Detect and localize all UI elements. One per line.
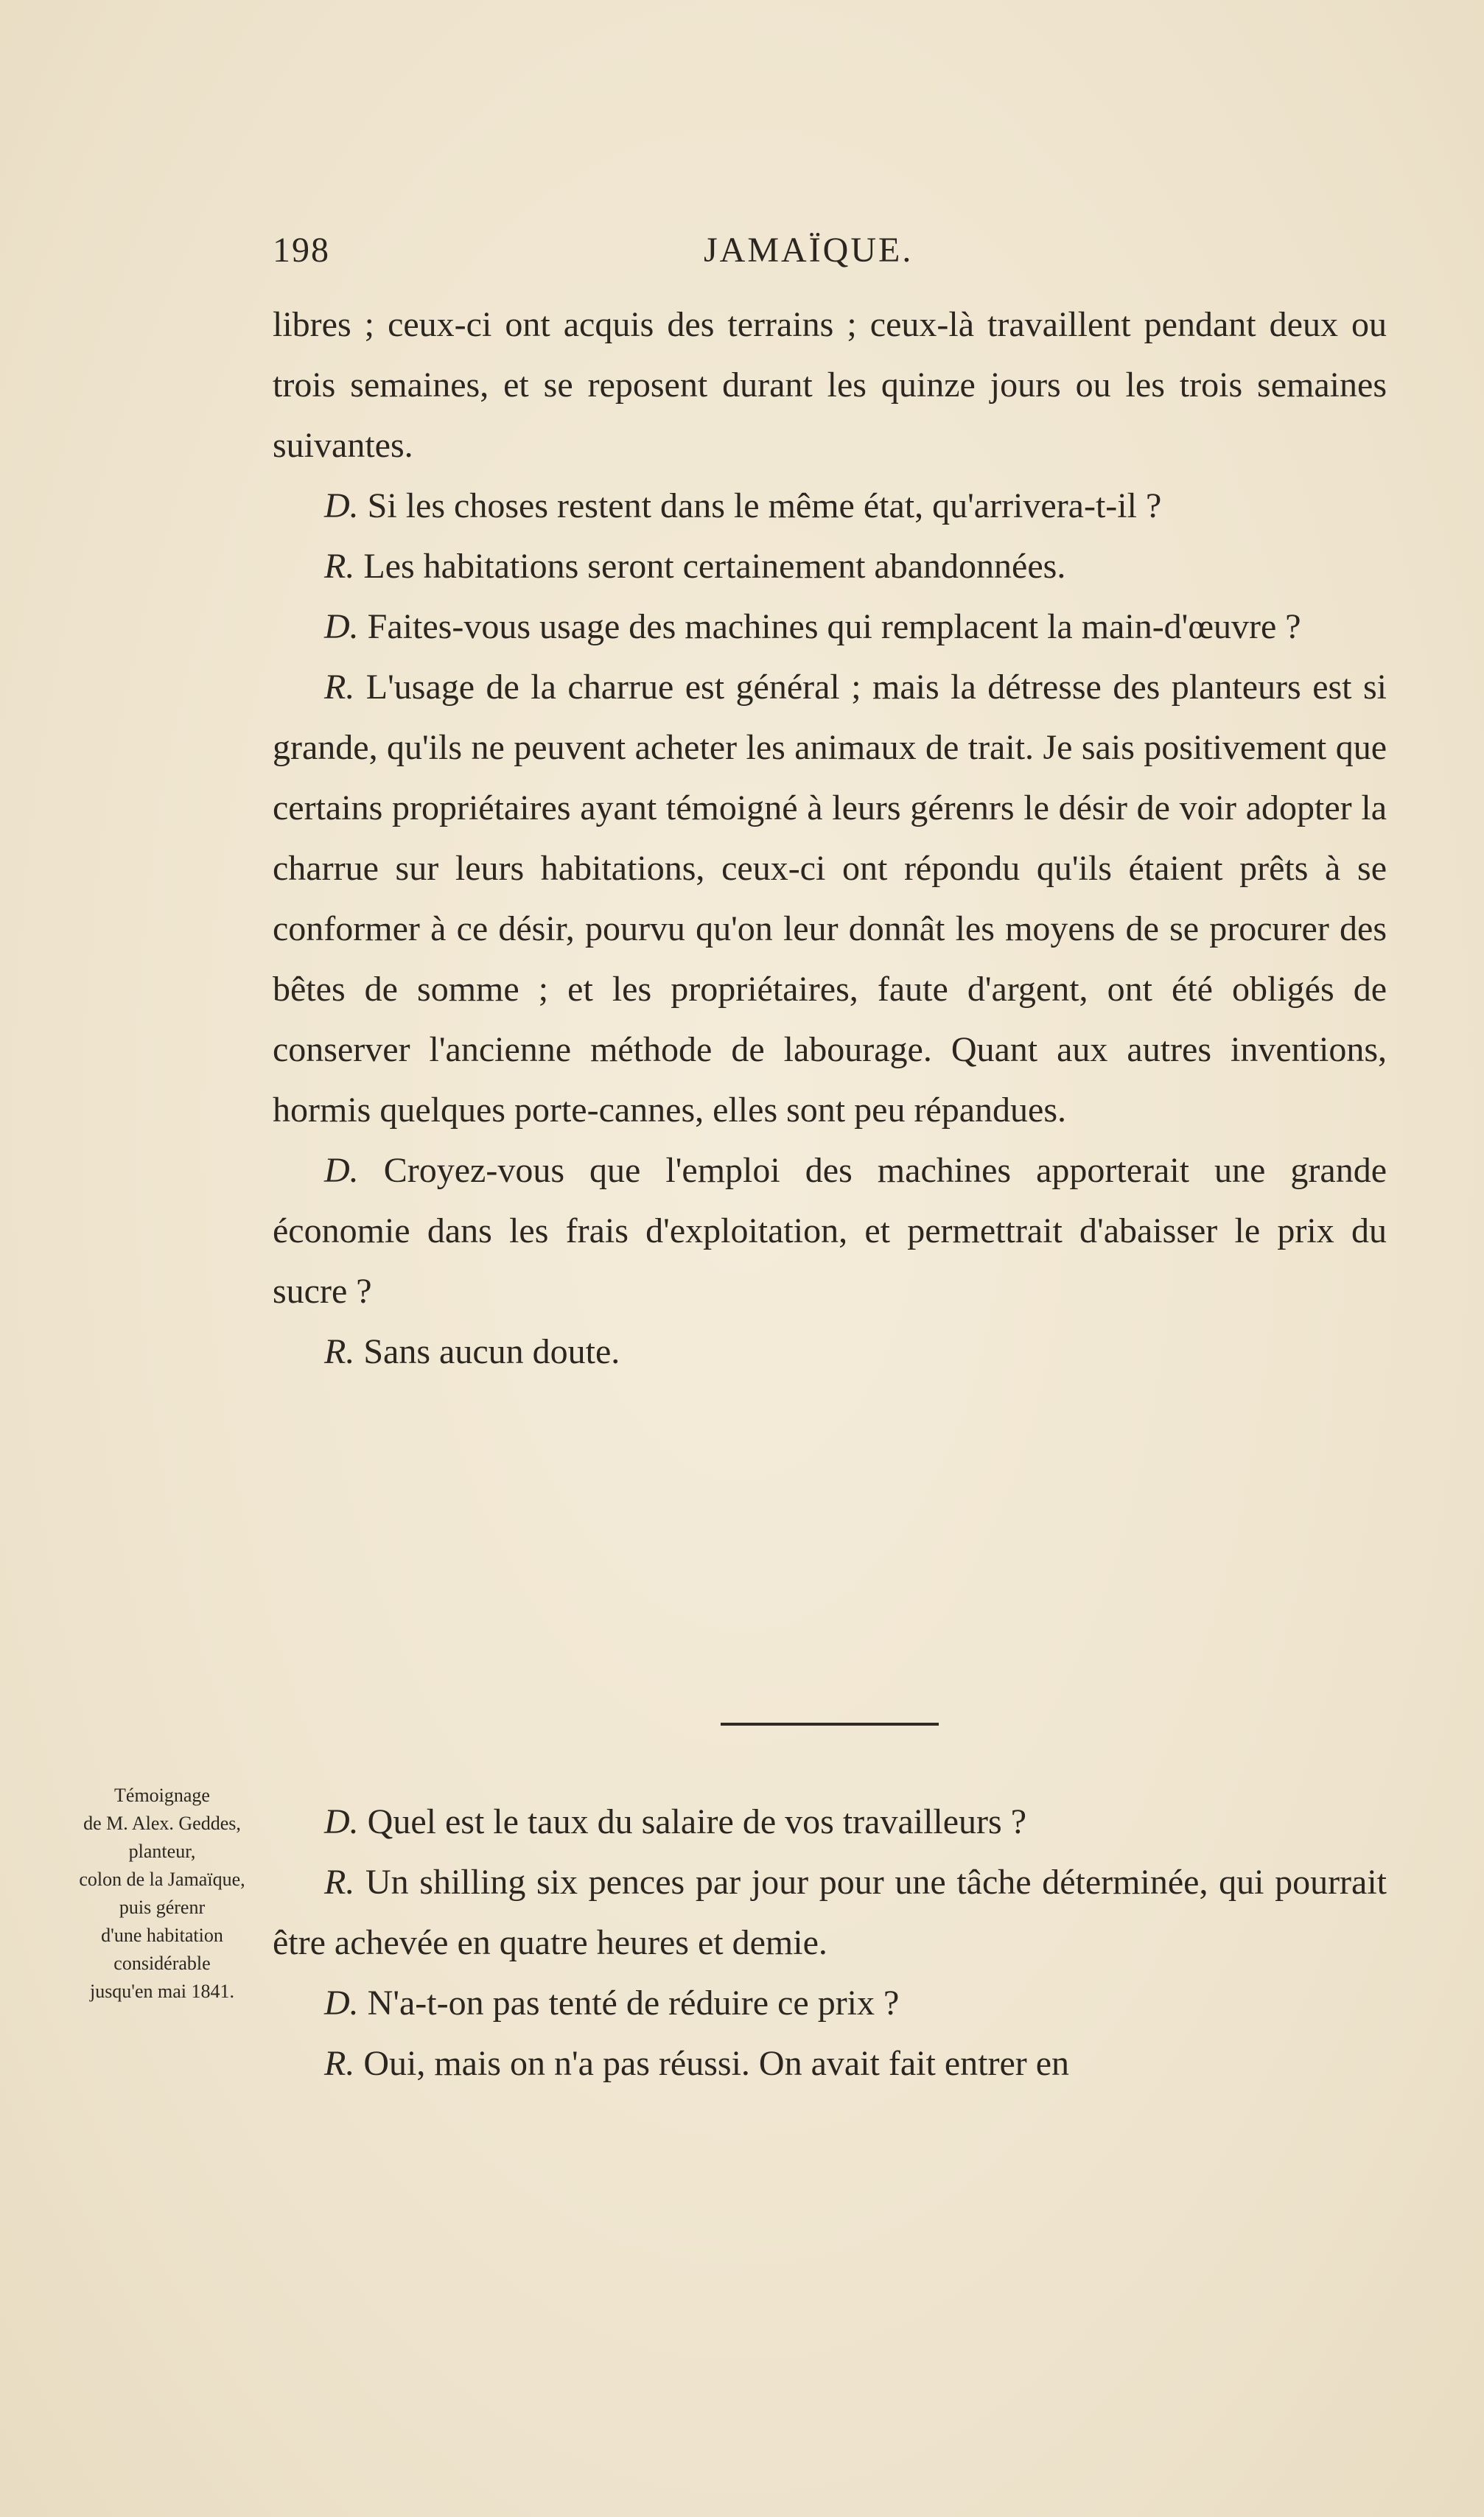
paragraph — [273, 657, 1387, 1141]
paragraph-text: L'usage de la charrue est général ; mais la détresse des planteurs est si grande, qu'ils ne peuvent acheter les animaux de trait. Je sais positivement que certains propriétaires ayant témoigné à leurs gérenrs le désir de voir adopter la charrue sur leurs habitations, ceux-ci ont répondu qu'ils étaient prêts à se conformer à ce désir, pourvu qu'on leur donnât les moyens de se procurer des bêtes de somme ; et les propriétaires, faute d'argent, ont été obligés de conserver l'ancienne méthode de labourage. Quant aux autres inventions, hormis quelques porte-cannes, elles sont peu répandues. — [273, 668, 1387, 1130]
speaker-label: R. — [324, 2044, 355, 2083]
speaker-label: D. — [324, 1151, 359, 1190]
paragraph — [273, 2034, 1387, 2094]
speaker-label: D. — [324, 486, 359, 525]
speaker-label: R. — [324, 668, 355, 707]
paragraph — [273, 295, 1387, 476]
margin-note-line: de M. Alex. Geddes, — [83, 1813, 241, 1834]
paragraph-text: N'a-t-on pas tenté de réduire ce prix ? — [367, 1984, 900, 2023]
margin-note-line: d'une habitation — [101, 1925, 223, 1946]
paragraph-text: Croyez-vous que l'emploi des machines apporterait une grande économie dans les frais d'exploitation, et permettrait d'abaisser le prix du sucre ? — [273, 1151, 1387, 1311]
running-title: JAMAÏQUE. — [704, 231, 914, 270]
speaker-label: D. — [324, 1802, 359, 1841]
paragraph-text: Sans aucun doute. — [363, 1332, 620, 1371]
speaker-label: R. — [324, 1332, 355, 1371]
margin-note — [22, 1782, 302, 2006]
paragraph — [273, 597, 1387, 657]
paragraph — [273, 1141, 1387, 1322]
margin-note-line: considérable — [113, 1953, 211, 1974]
margin-note-line: planteur, — [128, 1841, 196, 1862]
margin-note-line: puis gérenr — [119, 1897, 206, 1918]
paragraph — [273, 1792, 1387, 1852]
speaker-label: D. — [324, 607, 359, 646]
paragraph — [273, 1973, 1387, 2034]
paragraph-text: Si les choses restent dans le même état, qu'arrivera-t-il ? — [367, 486, 1162, 525]
section-divider — [721, 1723, 939, 1726]
main-text-bottom — [273, 1792, 1387, 2094]
paragraph — [273, 476, 1387, 536]
paragraph-text: Un shilling six pences par jour pour une tâche déterminée, qui pourrait être achevée en quatre heures et demie. — [273, 1863, 1387, 1962]
paragraph — [273, 1852, 1387, 1973]
margin-note-line: colon de la Jamaïque, — [79, 1869, 245, 1890]
paragraph-text: Oui, mais on n'a pas réussi. On avait fait entrer en — [363, 2044, 1070, 2083]
paragraph — [273, 536, 1387, 597]
speaker-label: D. — [324, 1984, 359, 2023]
paragraph-text: Quel est le taux du salaire de vos travailleurs ? — [367, 1802, 1027, 1841]
margin-note-line: Témoignage — [114, 1785, 210, 1806]
page-number: 198 — [273, 231, 330, 270]
margin-note-line: jusqu'en mai 1841. — [89, 1981, 235, 2002]
paragraph-text: Les habitations seront certainement abandonnées. — [363, 547, 1066, 586]
speaker-label: R. — [324, 547, 355, 586]
page-header — [273, 230, 1387, 274]
paragraph-text: Faites-vous usage des machines qui remplacent la main-d'œuvre ? — [367, 607, 1301, 646]
paragraph — [273, 1322, 1387, 1382]
paragraph-text: libres ; ceux-ci ont acquis des terrains ; ceux-là travaillent pendant deux ou trois semaines, et se reposent durant les quinze jours ou les trois semaines suivantes. — [273, 305, 1387, 465]
main-text-top — [273, 295, 1387, 1382]
speaker-label: R. — [324, 1863, 355, 1902]
